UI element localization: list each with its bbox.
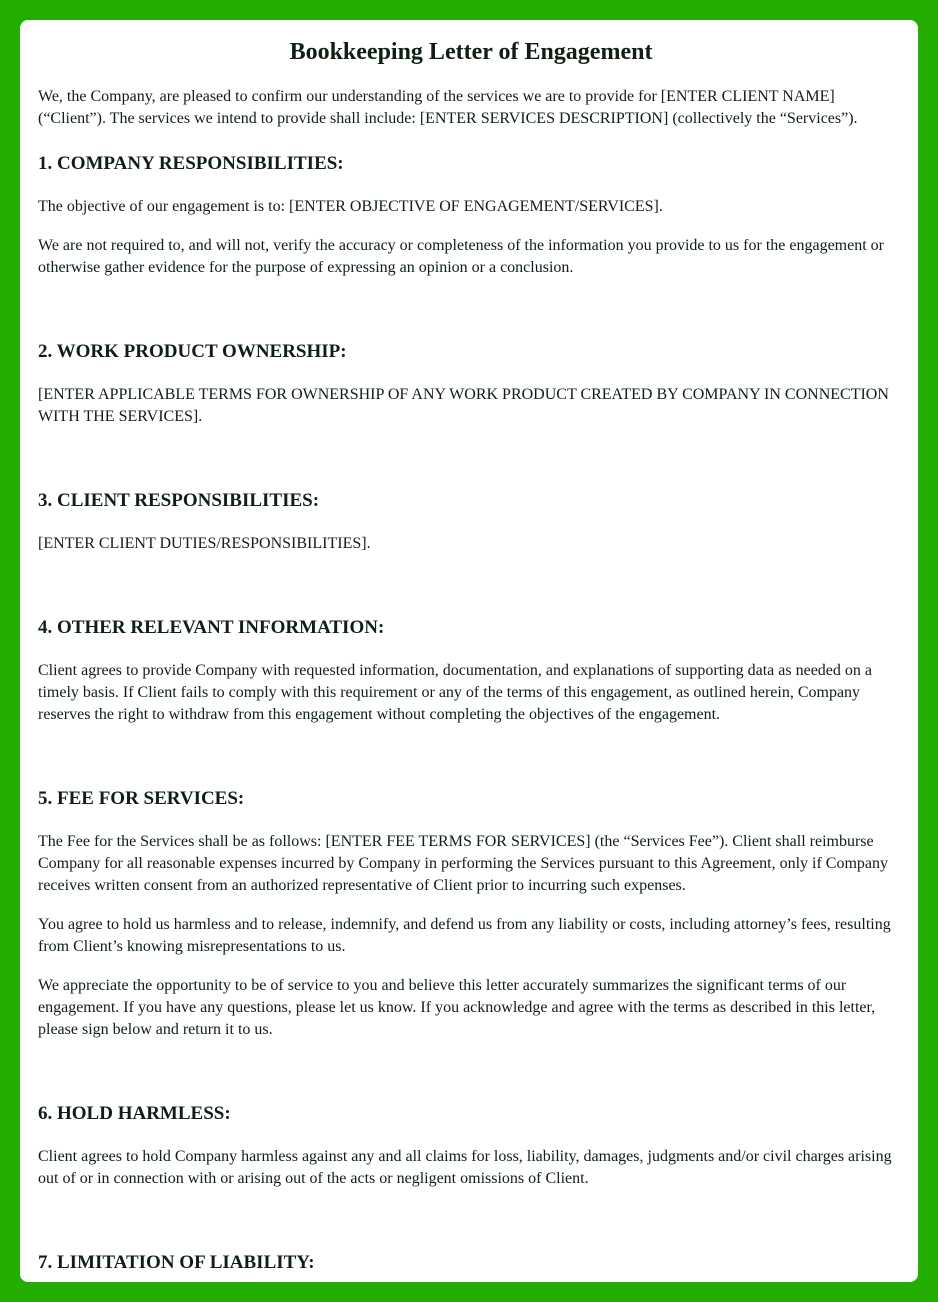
section-paragraph: [ENTER CLIENT DUTIES/RESPONSIBILITIES].: [38, 535, 371, 552]
section-heading: 6. HOLD HARMLESS:: [38, 1103, 231, 1124]
intro-paragraph: We, the Company, are pleased to confirm our understanding of the services we are to provide for [ENTER CLIENT NAME] (“Client”). The services we intend to provide shall include: [ENTER SERVICES DESCRIPTION] (collectively the “Services”).: [38, 88, 858, 127]
section-2: [38, 340, 904, 489]
section-6: [38, 1102, 904, 1251]
section-paragraph: We appreciate the opportunity to be of service to you and believe this letter accurately summarizes the significant terms of our engagement. If you have any questions, please let us know. If you acknowledge and agree with the terms as described in this letter, please sign below and return it to us.: [38, 977, 876, 1038]
sections: [38, 152, 904, 1282]
section-heading: 3. CLIENT RESPONSIBILITIES:: [38, 490, 320, 511]
section-1: [38, 152, 904, 340]
section-paragraph: The Fee for the Services shall be as follows: [ENTER FEE TERMS FOR SERVICES] (the “Services Fee”). Client shall reimburse Company for all reasonable expenses incurred by Company in performing the Services pursuant to this Agreement, only if Company receives written consent from an authorized representative of Client prior to incurring such expenses.: [38, 833, 889, 894]
section-heading: 4. OTHER RELEVANT INFORMATION:: [38, 617, 385, 638]
section-paragraph: Client agrees to provide Company with requested information, documentation, and explanations of supporting data as needed on a timely basis. If Client fails to comply with this requirement or any of the terms of this engagement, as outlined herein, Company reserves the right to withdraw from this engagement without completing the objectives of the engagement.: [38, 662, 873, 723]
section-paragraph: We are not required to, and will not, verify the accuracy or completeness of the information you provide to us for the engagement or otherwise gather evidence for the purpose of expressing an opinion or a conclusion.: [38, 237, 884, 276]
section-heading: 2. WORK PRODUCT OWNERSHIP:: [38, 341, 347, 362]
section-5: [38, 787, 904, 1102]
section-heading: 1. COMPANY RESPONSIBILITIES:: [38, 153, 344, 174]
document-title: Bookkeeping Letter of Engagement: [289, 39, 653, 65]
section-paragraph: Client agrees to hold Company harmless against any and all claims for loss, liability, damages, judgments and/or civil charges arising out of or in connection with or arising out of the acts or negligent omissions of Client.: [38, 1148, 892, 1187]
section-paragraph: You agree to hold us harmless and to release, indemnify, and defend us from any liability or costs, including attorney’s fees, resulting from Client’s knowing misrepresentations to us.: [38, 916, 891, 955]
section-paragraph: The objective of our engagement is to: [ENTER OBJECTIVE OF ENGAGEMENT/SERVICES].: [38, 198, 663, 215]
section-4: [38, 616, 904, 787]
section-7: [38, 1251, 904, 1282]
document-page: [20, 20, 918, 1282]
section-3: [38, 489, 904, 616]
section-paragraph: [ENTER APPLICABLE TERMS FOR OWNERSHIP OF ANY WORK PRODUCT CREATED BY COMPANY IN CONNECTION WITH THE SERVICES].: [38, 386, 889, 425]
section-heading: 7. LIMITATION OF LIABILITY:: [38, 1252, 315, 1273]
section-heading: 5. FEE FOR SERVICES:: [38, 788, 245, 809]
